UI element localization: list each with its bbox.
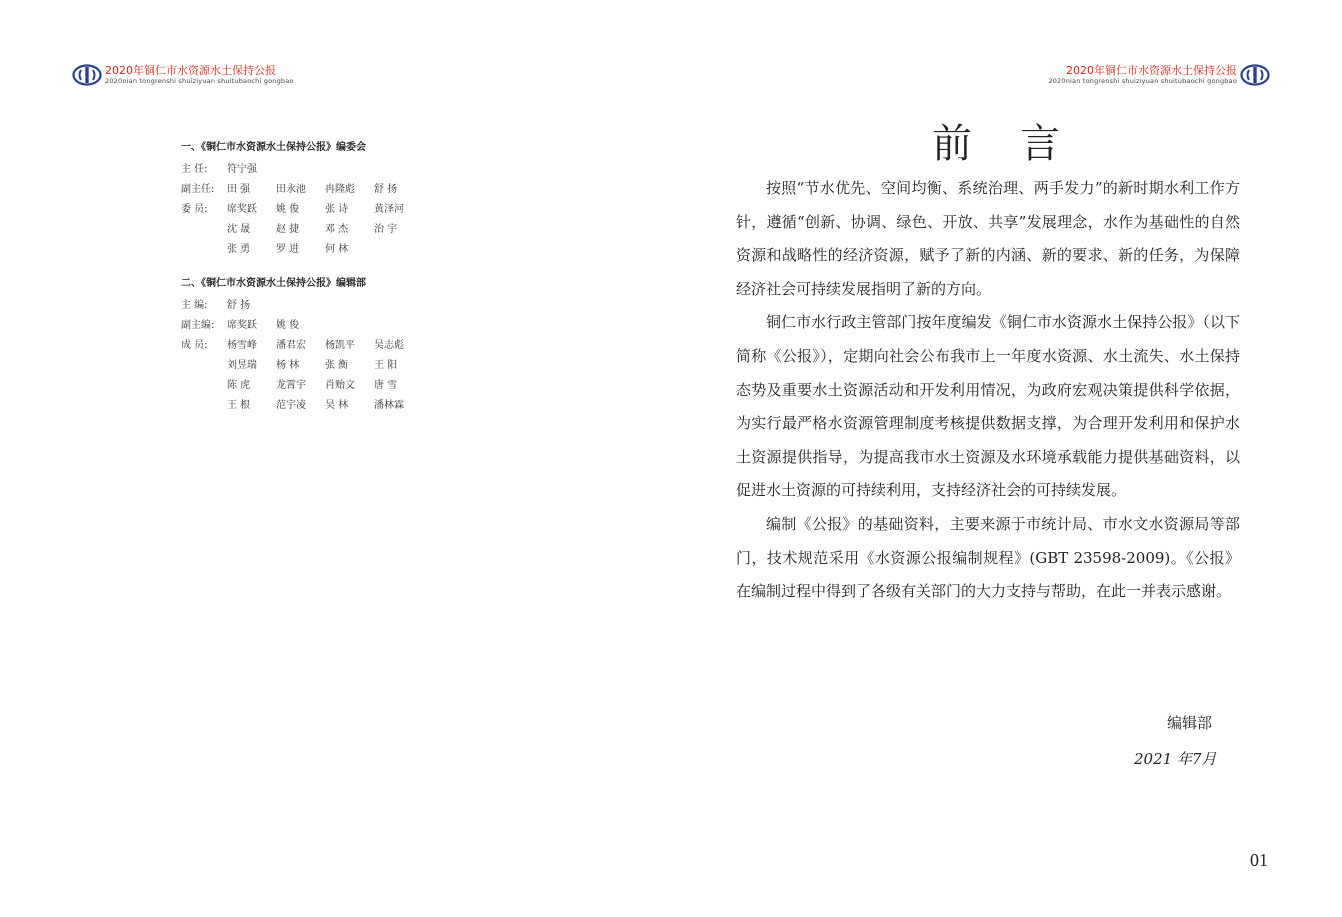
credit-name: 黄泽河: [374, 204, 404, 215]
header-subtitle: 2020nian tongrenshi shuiziyuan shuitubaochi gongbao: [105, 77, 294, 85]
credit-name: 龙霄宇: [276, 380, 306, 391]
editorial-committee: [181, 138, 441, 260]
credit-name: 唐 雪: [374, 380, 398, 391]
preface-date: 2021 年7月: [1134, 750, 1217, 768]
credit-name: 田永池: [276, 184, 306, 195]
credit-name: 肖贻文: [325, 380, 355, 391]
header-right: [1045, 64, 1270, 86]
header-left: [72, 64, 297, 86]
credit-row: [181, 160, 441, 180]
credit-name: 何 林: [325, 244, 349, 255]
credit-name: 杨 林: [276, 360, 300, 371]
credit-role: 主 编:: [181, 300, 208, 311]
credit-role: 主 任:: [181, 164, 208, 175]
credit-name: 潘君宏: [276, 340, 306, 351]
credit-name: 治 宇: [374, 224, 398, 235]
credit-role: [181, 220, 227, 240]
credit-name: 舒 扬: [374, 184, 398, 195]
credit-row: [181, 220, 441, 240]
credit-name: 冉隆彪: [325, 184, 355, 195]
header-title: 2020年铜仁市水资源水土保持公报: [1066, 64, 1237, 77]
preface-body: [736, 172, 1240, 609]
credit-name: 邓 杰: [325, 224, 349, 235]
credit-name: 王 阳: [374, 360, 398, 371]
water-bureau-logo-icon: [1240, 64, 1270, 86]
credit-name: 吴志彪: [374, 340, 404, 351]
credit-name: 陈 虎: [227, 380, 251, 391]
credit-role: 副主任:: [181, 184, 215, 195]
credit-name: 王 根: [227, 400, 251, 411]
credit-name: 赵 捷: [276, 224, 300, 235]
preface-paragraph: 铜仁市水行政主管部门按年度编发《铜仁市水资源水土保持公报》（以下简称《公报》），定期向社会公布我市上一年度水资源、水土流失、水土保持态势及重要水土资源活动和开发利用情况，为政府宏观决策提供科学依据，为实行最严格水资源管理制度考核提供数据支撑，为合理开发利用和保护水土资源提供指导，为提高我市水土资源及水环境承载能力提供基础资料，以促进水土资源的可持续利用，支持经济社会的可持续发展。: [736, 313, 1240, 500]
preface-signature: 编辑部: [1166, 714, 1212, 732]
credit-role: 委 员:: [181, 204, 208, 215]
header-title: 2020年铜仁市水资源水土保持公报: [105, 64, 276, 77]
credit-row: [181, 296, 441, 316]
credit-row: [181, 316, 441, 336]
section-title: 一、《铜仁市水资源水土保持公报》编委会: [181, 142, 366, 153]
section-title: 二、《铜仁市水资源水土保持公报》编辑部: [181, 278, 366, 289]
credit-row: [181, 240, 441, 260]
credit-role: [181, 376, 227, 396]
credit-name: 潘林霖: [374, 400, 404, 411]
credit-row: [181, 336, 441, 356]
page-number: 01: [1250, 850, 1268, 870]
credit-role: [181, 396, 227, 416]
editorial-credits: [181, 138, 441, 430]
credit-name: 杨凯平: [325, 340, 355, 351]
credit-role: 副主编:: [181, 320, 215, 331]
credit-name: 张 勇: [227, 244, 251, 255]
credit-role: 成 员:: [181, 340, 208, 351]
credit-name: 张 诗: [325, 204, 349, 215]
credit-name: 张 衡: [325, 360, 349, 371]
credit-name: 舒 扬: [227, 300, 251, 311]
preface-paragraph: 按照“节水优先、空间均衡、系统治理、两手发力”的新时期水利工作方针，遵循“创新、协调、绿色、开放、共享”发展理念，水作为基础性的自然资源和战略性的经济资源，赋予了新的内涵、新的要求、新的任务，为保障经济社会可持续发展指明了新的方向。: [736, 179, 1240, 298]
credit-name: 杨雪峰: [227, 340, 257, 351]
preface-title: 前言: [932, 121, 1108, 167]
credit-role: [181, 356, 227, 376]
credit-name: 姚 俊: [276, 204, 300, 215]
editorial-department: [181, 274, 441, 416]
preface-paragraph: 编制《公报》的基础资料，主要来源于市统计局、市水文水资源局等部门，技术规范采用《水资源公报编制规程》(GBT 23598-2009)。《公报》在编制过程中得到了各级有关部门的大力支持与帮助，在此一并表示感谢。: [736, 514, 1240, 601]
credit-name: 吴 林: [325, 400, 349, 411]
credit-name: 符宁强: [227, 164, 257, 175]
credit-name: 席奖跃: [227, 320, 257, 331]
header-subtitle: 2020nian tongrenshi shuiziyuan shuitubaochi gongbao: [1048, 77, 1237, 85]
credit-name: 姚 俊: [276, 320, 300, 331]
credit-name: 刘昱瑞: [227, 360, 257, 371]
water-bureau-logo-icon: [72, 64, 102, 86]
credit-name: 沈 晟: [227, 224, 251, 235]
credit-name: 罗 进: [276, 244, 300, 255]
credit-row: [181, 396, 441, 416]
credit-row: [181, 376, 441, 396]
credit-role: [181, 240, 227, 260]
credit-row: [181, 356, 441, 376]
credit-row: [181, 200, 441, 220]
credit-name: 范宇凌: [276, 400, 306, 411]
credit-name: 席奖跃: [227, 204, 257, 215]
credit-row: [181, 180, 441, 200]
credit-name: 田 强: [227, 184, 251, 195]
